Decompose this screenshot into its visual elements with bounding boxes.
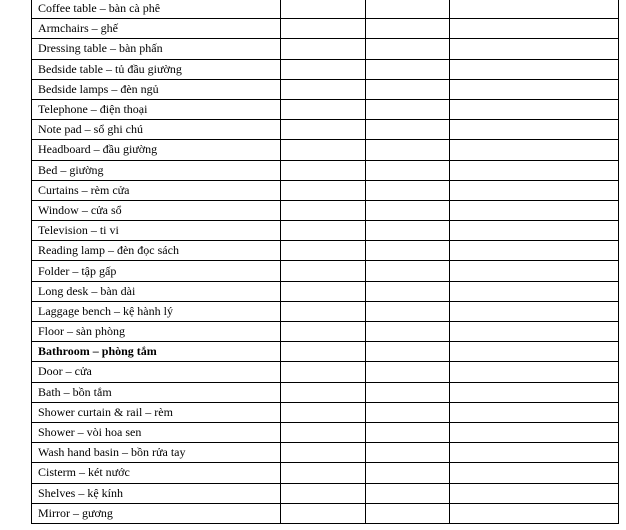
table-row (32, 180, 619, 200)
empty-cell (366, 180, 450, 200)
empty-cell (450, 443, 619, 463)
item-label-cell: Headboard – đầu giường (32, 140, 281, 160)
item-label-cell: Laggage bench – kệ hành lý (32, 301, 281, 321)
item-label-cell: Armchairs – ghế (32, 19, 281, 39)
empty-cell (281, 200, 366, 220)
table-row (32, 281, 619, 301)
item-label-cell: Reading lamp – đèn đọc sách (32, 241, 281, 261)
empty-cell (366, 120, 450, 140)
item-label-cell: Dressing table – bàn phấn (32, 39, 281, 59)
empty-cell (281, 140, 366, 160)
empty-cell (281, 120, 366, 140)
empty-cell (450, 322, 619, 342)
empty-cell (450, 382, 619, 402)
item-label-cell: Bed – giường (32, 160, 281, 180)
empty-cell (450, 39, 619, 59)
empty-cell (281, 342, 366, 362)
item-label-cell: Cisterm – két nước (32, 463, 281, 483)
table-row (32, 221, 619, 241)
empty-cell (366, 39, 450, 59)
item-label-cell: Mirror – gương (32, 503, 281, 523)
item-label-cell: Wash hand basin – bồn rửa tay (32, 443, 281, 463)
item-label-cell: Folder – tập gấp (32, 261, 281, 281)
empty-cell (450, 422, 619, 442)
empty-cell (450, 261, 619, 281)
checklist-table (31, 0, 619, 524)
empty-cell (281, 301, 366, 321)
empty-cell (450, 180, 619, 200)
item-label-cell: Note pad – sổ ghi chú (32, 120, 281, 140)
empty-cell (366, 503, 450, 523)
item-label-cell: Shower – vòi hoa sen (32, 422, 281, 442)
empty-cell (450, 79, 619, 99)
empty-cell (366, 382, 450, 402)
empty-cell (450, 59, 619, 79)
item-label-cell: Door – cửa (32, 362, 281, 382)
empty-cell (281, 180, 366, 200)
table-row (32, 160, 619, 180)
empty-cell (281, 503, 366, 523)
empty-cell (281, 19, 366, 39)
table-row (32, 200, 619, 220)
empty-cell (450, 221, 619, 241)
empty-cell (366, 241, 450, 261)
item-label-cell: Coffee table – bàn cà phê (32, 0, 281, 19)
empty-cell (366, 200, 450, 220)
item-label-cell: Bedside lamps – đèn ngủ (32, 79, 281, 99)
table-row (32, 483, 619, 503)
empty-cell (281, 422, 366, 442)
empty-cell (281, 443, 366, 463)
table-row (32, 19, 619, 39)
item-label-cell: Bedside table – tủ đầu giường (32, 59, 281, 79)
table-row (32, 342, 619, 362)
item-label-cell: Television – ti vi (32, 221, 281, 241)
empty-cell (450, 463, 619, 483)
empty-cell (450, 140, 619, 160)
table-row (32, 79, 619, 99)
empty-cell (366, 483, 450, 503)
empty-cell (450, 200, 619, 220)
empty-cell (366, 140, 450, 160)
table-row (32, 443, 619, 463)
empty-cell (281, 79, 366, 99)
item-label-cell: Bath – bồn tắm (32, 382, 281, 402)
item-label-cell: Window – cửa sổ (32, 200, 281, 220)
empty-cell (366, 402, 450, 422)
empty-cell (281, 99, 366, 119)
empty-cell (366, 221, 450, 241)
empty-cell (366, 160, 450, 180)
empty-cell (366, 281, 450, 301)
empty-cell (450, 503, 619, 523)
table-row (32, 39, 619, 59)
empty-cell (281, 382, 366, 402)
empty-cell (450, 19, 619, 39)
empty-cell (281, 0, 366, 19)
empty-cell (281, 362, 366, 382)
empty-cell (281, 402, 366, 422)
empty-cell (281, 241, 366, 261)
empty-cell (366, 342, 450, 362)
empty-cell (366, 99, 450, 119)
table-row (32, 422, 619, 442)
table-row (32, 382, 619, 402)
empty-cell (450, 281, 619, 301)
table-row (32, 503, 619, 523)
empty-cell (450, 402, 619, 422)
empty-cell (450, 301, 619, 321)
empty-cell (366, 59, 450, 79)
empty-cell (366, 261, 450, 281)
empty-cell (366, 362, 450, 382)
empty-cell (281, 322, 366, 342)
empty-cell (281, 39, 366, 59)
table-row (32, 0, 619, 19)
empty-cell (366, 19, 450, 39)
empty-cell (450, 0, 619, 19)
empty-cell (281, 463, 366, 483)
empty-cell (366, 443, 450, 463)
table-row (32, 261, 619, 281)
section-heading-cell: Bathroom – phòng tắm (32, 342, 281, 362)
item-label-cell: Telephone – điện thoại (32, 99, 281, 119)
empty-cell (281, 281, 366, 301)
checklist-table-body (32, 0, 619, 523)
table-row (32, 322, 619, 342)
table-row (32, 463, 619, 483)
item-label-cell: Long desk – bàn dài (32, 281, 281, 301)
table-row (32, 241, 619, 261)
empty-cell (450, 120, 619, 140)
empty-cell (366, 301, 450, 321)
table-row (32, 402, 619, 422)
table-row (32, 120, 619, 140)
table-row (32, 362, 619, 382)
empty-cell (281, 160, 366, 180)
empty-cell (450, 241, 619, 261)
empty-cell (366, 322, 450, 342)
table-row (32, 59, 619, 79)
empty-cell (450, 99, 619, 119)
empty-cell (366, 463, 450, 483)
item-label-cell: Curtains – rèm cửa (32, 180, 281, 200)
empty-cell (366, 0, 450, 19)
item-label-cell: Shelves – kệ kính (32, 483, 281, 503)
item-label-cell: Floor – sàn phòng (32, 322, 281, 342)
empty-cell (450, 160, 619, 180)
empty-cell (366, 79, 450, 99)
empty-cell (450, 483, 619, 503)
table-row (32, 301, 619, 321)
empty-cell (366, 422, 450, 442)
empty-cell (281, 221, 366, 241)
empty-cell (450, 362, 619, 382)
empty-cell (281, 261, 366, 281)
table-row (32, 99, 619, 119)
empty-cell (450, 342, 619, 362)
item-label-cell: Shower curtain & rail – rèm (32, 402, 281, 422)
empty-cell (281, 483, 366, 503)
empty-cell (281, 59, 366, 79)
table-row (32, 140, 619, 160)
